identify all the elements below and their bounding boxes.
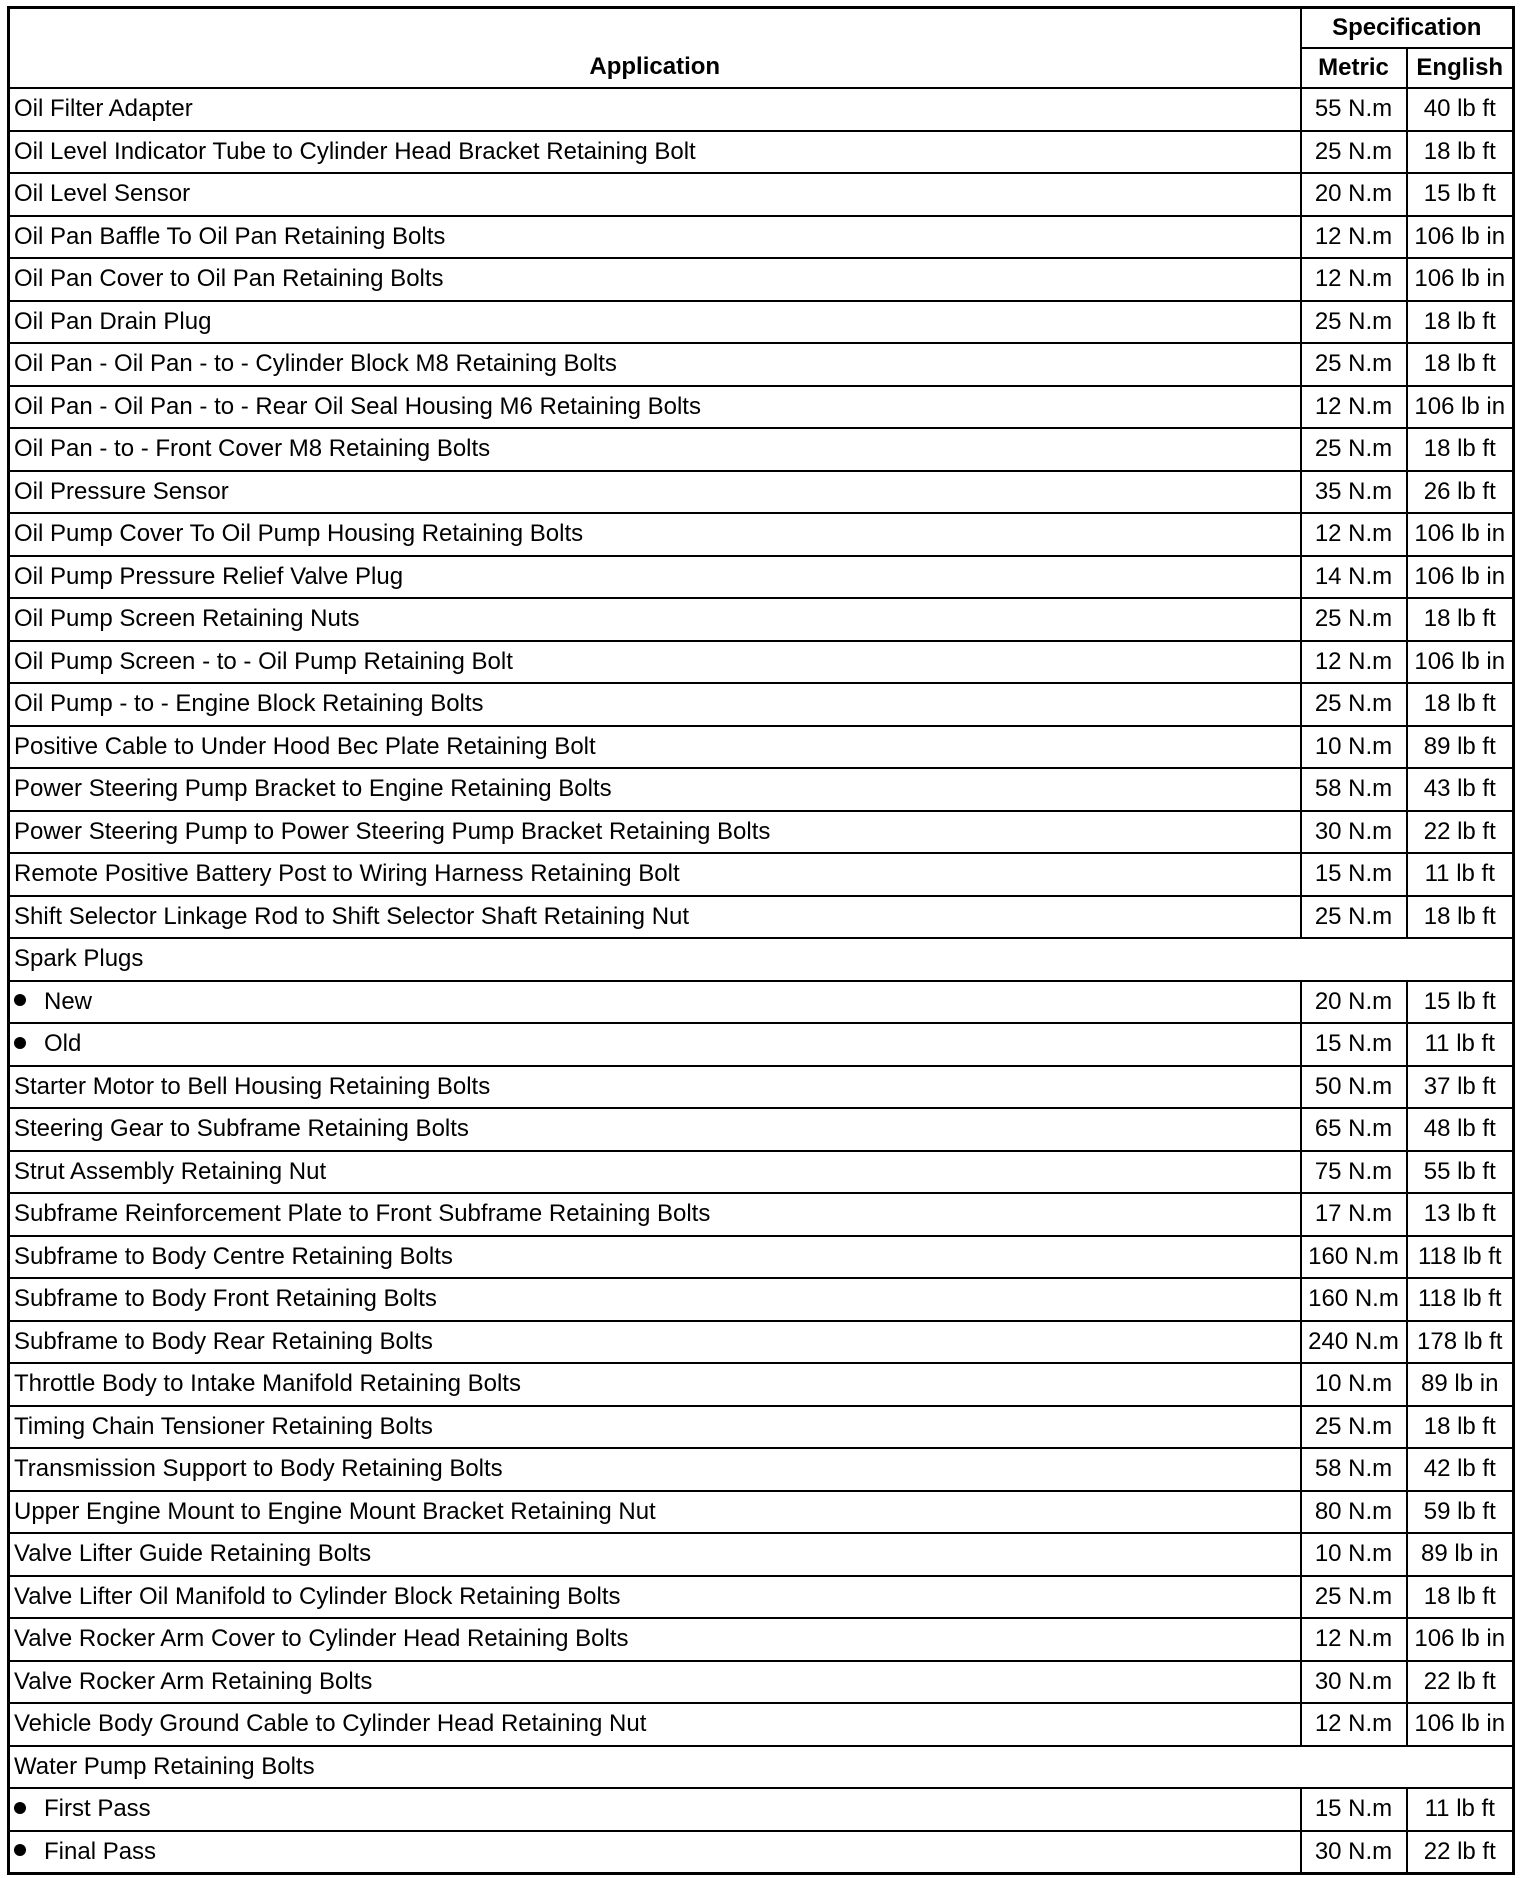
torque-spec-table	[7, 6, 1515, 1875]
table-row	[9, 1363, 1514, 1406]
application-text: Oil Pan - Oil Pan - to - Cylinder Block M8 Retaining Bolts	[14, 350, 617, 378]
english-cell: 59 lb ft	[1407, 1491, 1514, 1534]
application-text: Valve Lifter Guide Retaining Bolts	[14, 1540, 372, 1568]
application-text: Power Steering Pump Bracket to Engine Retaining Bolts	[14, 775, 612, 803]
application-text: Valve Rocker Arm Retaining Bolts	[14, 1667, 373, 1695]
table-row	[9, 513, 1514, 556]
application-cell	[9, 981, 1301, 1024]
table-row	[9, 1108, 1514, 1151]
table-row	[9, 981, 1514, 1024]
application-cell	[9, 1023, 1301, 1066]
english-cell: 178 lb ft	[1407, 1321, 1514, 1364]
application-cell	[9, 173, 1301, 216]
english-cell: 89 lb ft	[1407, 726, 1514, 769]
application-cell	[9, 1703, 1301, 1746]
english-cell: 13 lb ft	[1407, 1193, 1514, 1236]
english-cell: 18 lb ft	[1407, 428, 1514, 471]
metric-header: Metric	[1301, 48, 1407, 88]
bullet-icon	[14, 994, 26, 1006]
application-cell	[9, 556, 1301, 599]
application-cell	[9, 1321, 1301, 1364]
table-row	[9, 1193, 1514, 1236]
group-label: Water Pump Retaining Bolts	[9, 1746, 1514, 1789]
metric-cell: 15 N.m	[1301, 1788, 1407, 1831]
application-text: Remote Positive Battery Post to Wiring Harness Retaining Bolt	[14, 860, 680, 888]
table-row	[9, 1151, 1514, 1194]
metric-cell: 10 N.m	[1301, 1533, 1407, 1576]
metric-cell: 12 N.m	[1301, 386, 1407, 429]
application-cell	[9, 1108, 1301, 1151]
table-row	[9, 853, 1514, 896]
metric-cell: 25 N.m	[1301, 896, 1407, 939]
metric-cell: 25 N.m	[1301, 343, 1407, 386]
application-text: Oil Pump Screen Retaining Nuts	[14, 605, 360, 633]
english-cell: 18 lb ft	[1407, 1406, 1514, 1449]
application-text: Oil Filter Adapter	[14, 95, 193, 123]
application-text: Oil Pan - to - Front Cover M8 Retaining Bolts	[14, 435, 491, 463]
application-text: First Pass	[44, 1795, 151, 1823]
application-text: Old	[44, 1030, 82, 1058]
application-cell	[9, 1661, 1301, 1704]
application-cell	[9, 768, 1301, 811]
application-text: Oil Pan - Oil Pan - to - Rear Oil Seal Housing M6 Retaining Bolts	[14, 392, 701, 420]
metric-cell: 12 N.m	[1301, 258, 1407, 301]
table-row	[9, 216, 1514, 259]
table-row	[9, 1236, 1514, 1279]
application-cell	[9, 1491, 1301, 1534]
bullet-icon	[14, 1037, 26, 1049]
application-text: Upper Engine Mount to Engine Mount Bracket Retaining Nut	[14, 1497, 656, 1525]
table-row	[9, 131, 1514, 174]
metric-cell: 25 N.m	[1301, 598, 1407, 641]
table-row	[9, 1618, 1514, 1661]
application-cell	[9, 301, 1301, 344]
english-cell: 106 lb in	[1407, 386, 1514, 429]
application-text: Oil Level Indicator Tube to Cylinder Head Bracket Retaining Bolt	[14, 137, 696, 165]
metric-cell: 17 N.m	[1301, 1193, 1407, 1236]
table-row	[9, 556, 1514, 599]
application-cell	[9, 471, 1301, 514]
english-cell: 106 lb in	[1407, 258, 1514, 301]
metric-cell: 12 N.m	[1301, 1618, 1407, 1661]
table-row	[9, 343, 1514, 386]
table-row	[9, 1831, 1514, 1874]
application-cell	[9, 683, 1301, 726]
group-label: Spark Plugs	[9, 938, 1514, 981]
table-row	[9, 1448, 1514, 1491]
metric-cell: 30 N.m	[1301, 1661, 1407, 1704]
metric-cell: 20 N.m	[1301, 173, 1407, 216]
metric-cell: 12 N.m	[1301, 1703, 1407, 1746]
bullet-icon	[14, 1802, 26, 1814]
table-row	[9, 1066, 1514, 1109]
application-cell	[9, 1576, 1301, 1619]
english-cell: 55 lb ft	[1407, 1151, 1514, 1194]
metric-cell: 25 N.m	[1301, 1576, 1407, 1619]
table-row	[9, 88, 1514, 131]
application-cell	[9, 726, 1301, 769]
table-body	[9, 88, 1514, 1873]
application-text: Subframe Reinforcement Plate to Front Subframe Retaining Bolts	[14, 1200, 711, 1228]
table-row	[9, 1661, 1514, 1704]
application-cell	[9, 1236, 1301, 1279]
application-text: Timing Chain Tensioner Retaining Bolts	[14, 1412, 433, 1440]
english-cell: 18 lb ft	[1407, 598, 1514, 641]
english-header: English	[1407, 48, 1514, 88]
application-cell	[9, 811, 1301, 854]
application-cell	[9, 853, 1301, 896]
application-cell	[9, 1533, 1301, 1576]
application-text: Oil Pan Drain Plug	[14, 307, 212, 335]
table-row	[9, 1023, 1514, 1066]
application-cell	[9, 1363, 1301, 1406]
metric-cell: 240 N.m	[1301, 1321, 1407, 1364]
english-cell: 22 lb ft	[1407, 811, 1514, 854]
metric-cell: 55 N.m	[1301, 88, 1407, 131]
application-text: Power Steering Pump to Power Steering Pump Bracket Retaining Bolts	[14, 817, 771, 845]
table-row	[9, 301, 1514, 344]
english-cell: 15 lb ft	[1407, 981, 1514, 1024]
english-cell: 106 lb in	[1407, 1703, 1514, 1746]
english-cell: 118 lb ft	[1407, 1236, 1514, 1279]
application-text: Throttle Body to Intake Manifold Retaining Bolts	[14, 1370, 521, 1398]
application-text: Valve Lifter Oil Manifold to Cylinder Block Retaining Bolts	[14, 1582, 621, 1610]
application-text: Oil Level Sensor	[14, 180, 191, 208]
application-header: Application	[9, 8, 1301, 89]
table-row	[9, 1576, 1514, 1619]
english-cell: 48 lb ft	[1407, 1108, 1514, 1151]
metric-cell: 20 N.m	[1301, 981, 1407, 1024]
table-row	[9, 1278, 1514, 1321]
application-text: Subframe to Body Front Retaining Bolts	[14, 1285, 437, 1313]
metric-cell: 30 N.m	[1301, 811, 1407, 854]
application-cell	[9, 216, 1301, 259]
application-text: Subframe to Body Rear Retaining Bolts	[14, 1327, 433, 1355]
english-cell: 11 lb ft	[1407, 853, 1514, 896]
application-cell	[9, 598, 1301, 641]
table-row	[9, 1703, 1514, 1746]
table-row	[9, 598, 1514, 641]
english-cell: 42 lb ft	[1407, 1448, 1514, 1491]
application-cell	[9, 1066, 1301, 1109]
table-row	[9, 471, 1514, 514]
metric-cell: 10 N.m	[1301, 726, 1407, 769]
english-cell: 89 lb in	[1407, 1533, 1514, 1576]
metric-cell: 25 N.m	[1301, 683, 1407, 726]
application-text: Vehicle Body Ground Cable to Cylinder Head Retaining Nut	[14, 1710, 647, 1738]
application-cell	[9, 1831, 1301, 1874]
metric-cell: 15 N.m	[1301, 1023, 1407, 1066]
table-row	[9, 811, 1514, 854]
table-row	[9, 1746, 1514, 1789]
table-row	[9, 173, 1514, 216]
application-text: Strut Assembly Retaining Nut	[14, 1157, 327, 1185]
english-cell: 11 lb ft	[1407, 1023, 1514, 1066]
metric-cell: 12 N.m	[1301, 513, 1407, 556]
table-header	[9, 8, 1514, 89]
english-cell: 18 lb ft	[1407, 343, 1514, 386]
english-cell: 106 lb in	[1407, 556, 1514, 599]
application-text: Oil Pump Pressure Relief Valve Plug	[14, 562, 404, 590]
table-row	[9, 1321, 1514, 1364]
table-row	[9, 1491, 1514, 1534]
metric-cell: 25 N.m	[1301, 1406, 1407, 1449]
metric-cell: 58 N.m	[1301, 768, 1407, 811]
english-cell: 40 lb ft	[1407, 88, 1514, 131]
table-row	[9, 386, 1514, 429]
metric-cell: 65 N.m	[1301, 1108, 1407, 1151]
table-row	[9, 1533, 1514, 1576]
table-row	[9, 428, 1514, 471]
english-cell: 106 lb in	[1407, 641, 1514, 684]
application-text: Subframe to Body Centre Retaining Bolts	[14, 1242, 453, 1270]
application-text: Oil Pump - to - Engine Block Retaining Bolts	[14, 690, 484, 718]
application-text: Positive Cable to Under Hood Bec Plate Retaining Bolt	[14, 732, 596, 760]
application-text: Oil Pan Cover to Oil Pan Retaining Bolts	[14, 265, 444, 293]
application-text: Steering Gear to Subframe Retaining Bolts	[14, 1115, 469, 1143]
english-cell: 11 lb ft	[1407, 1788, 1514, 1831]
application-cell	[9, 258, 1301, 301]
english-cell: 22 lb ft	[1407, 1661, 1514, 1704]
english-cell: 118 lb ft	[1407, 1278, 1514, 1321]
application-cell	[9, 386, 1301, 429]
application-text: Starter Motor to Bell Housing Retaining Bolts	[14, 1072, 491, 1100]
application-cell	[9, 896, 1301, 939]
metric-cell: 80 N.m	[1301, 1491, 1407, 1534]
application-cell	[9, 1406, 1301, 1449]
metric-cell: 75 N.m	[1301, 1151, 1407, 1194]
metric-cell: 35 N.m	[1301, 471, 1407, 514]
table-row	[9, 258, 1514, 301]
table-row	[9, 1788, 1514, 1831]
application-text: Oil Pump Screen - to - Oil Pump Retaining Bolt	[14, 647, 513, 675]
application-cell	[9, 88, 1301, 131]
metric-cell: 30 N.m	[1301, 1831, 1407, 1874]
table-row	[9, 1406, 1514, 1449]
english-cell: 18 lb ft	[1407, 131, 1514, 174]
metric-cell: 14 N.m	[1301, 556, 1407, 599]
english-cell: 18 lb ft	[1407, 683, 1514, 726]
application-text: Shift Selector Linkage Rod to Shift Selector Shaft Retaining Nut	[14, 902, 690, 930]
metric-cell: 50 N.m	[1301, 1066, 1407, 1109]
application-cell	[9, 1788, 1301, 1831]
application-cell	[9, 131, 1301, 174]
application-text: Final Pass	[44, 1837, 157, 1865]
application-cell	[9, 1618, 1301, 1661]
bullet-icon	[14, 1844, 26, 1856]
english-cell: 26 lb ft	[1407, 471, 1514, 514]
metric-cell: 15 N.m	[1301, 853, 1407, 896]
table-row	[9, 683, 1514, 726]
metric-cell: 12 N.m	[1301, 641, 1407, 684]
table-row	[9, 641, 1514, 684]
application-cell	[9, 1151, 1301, 1194]
application-cell	[9, 428, 1301, 471]
english-cell: 43 lb ft	[1407, 768, 1514, 811]
application-text: New	[44, 987, 93, 1015]
english-cell: 18 lb ft	[1407, 896, 1514, 939]
application-cell	[9, 343, 1301, 386]
application-cell	[9, 513, 1301, 556]
application-cell	[9, 1448, 1301, 1491]
application-text: Oil Pump Cover To Oil Pump Housing Retaining Bolts	[14, 520, 584, 548]
metric-cell: 25 N.m	[1301, 428, 1407, 471]
specification-header: Specification	[1301, 8, 1514, 49]
english-cell: 89 lb in	[1407, 1363, 1514, 1406]
metric-cell: 160 N.m	[1301, 1236, 1407, 1279]
application-cell	[9, 641, 1301, 684]
table-row	[9, 768, 1514, 811]
english-cell: 37 lb ft	[1407, 1066, 1514, 1109]
table-row	[9, 896, 1514, 939]
english-cell: 22 lb ft	[1407, 1831, 1514, 1874]
english-cell: 18 lb ft	[1407, 301, 1514, 344]
application-cell	[9, 1278, 1301, 1321]
english-cell: 106 lb in	[1407, 1618, 1514, 1661]
english-cell: 18 lb ft	[1407, 1576, 1514, 1619]
table-row	[9, 938, 1514, 981]
english-cell: 15 lb ft	[1407, 173, 1514, 216]
table-row	[9, 726, 1514, 769]
metric-cell: 25 N.m	[1301, 131, 1407, 174]
application-text: Valve Rocker Arm Cover to Cylinder Head Retaining Bolts	[14, 1625, 629, 1653]
application-text: Oil Pan Baffle To Oil Pan Retaining Bolts	[14, 222, 446, 250]
metric-cell: 12 N.m	[1301, 216, 1407, 259]
metric-cell: 10 N.m	[1301, 1363, 1407, 1406]
metric-cell: 160 N.m	[1301, 1278, 1407, 1321]
english-cell: 106 lb in	[1407, 513, 1514, 556]
metric-cell: 58 N.m	[1301, 1448, 1407, 1491]
application-cell	[9, 1193, 1301, 1236]
metric-cell: 25 N.m	[1301, 301, 1407, 344]
application-text: Transmission Support to Body Retaining Bolts	[14, 1455, 503, 1483]
application-text: Oil Pressure Sensor	[14, 477, 229, 505]
english-cell: 106 lb in	[1407, 216, 1514, 259]
